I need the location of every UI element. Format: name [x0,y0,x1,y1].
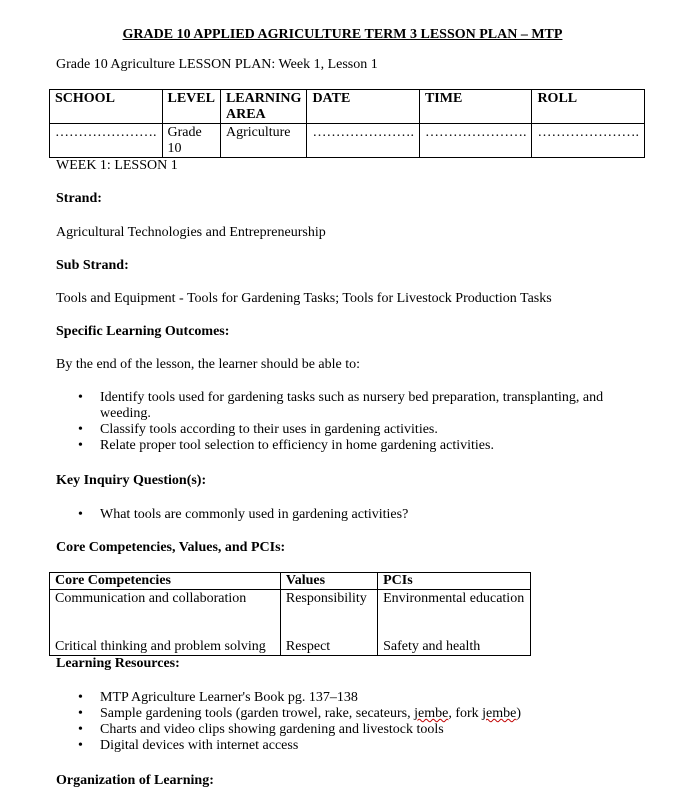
lesson-subtitle: Grade 10 Agriculture LESSON PLAN: Week 1, Lesson 1 [56,57,378,72]
resource-text: ) [516,706,522,721]
outcome-item: • Relate proper tool selection to efficiency in home gardening activities. [56,438,626,454]
lesson-header-table [49,89,645,158]
competencies-table [49,572,531,656]
resources-heading: Learning Resources: [56,656,180,671]
header-school: SCHOOL [50,90,163,124]
level-value: Grade 10 [162,124,220,158]
competencies-header-row [50,573,531,590]
pci-1: Environmental education [383,591,525,606]
value-cell [280,590,377,656]
sub-strand-text: Tools and Equipment - Tools for Gardening Tasks; Tools for Livestock Production Tasks [56,291,552,306]
resource-item: • Charts and video clips showing gardening and livestock tools [56,722,636,738]
resource-item: • Digital devices with internet access [56,738,636,754]
strand-text: Agricultural Technologies and Entrepreneurship [56,225,326,240]
value-2: Respect [285,639,331,654]
spellcheck-word: jembe [414,706,449,721]
competencies-heading: Core Competencies, Values, and PCIs: [56,540,286,555]
roll-value: …………………. [532,124,645,158]
col-pcis: PCIs [378,573,531,590]
header-time: TIME [419,90,532,124]
spellcheck-word: jembe [482,706,517,721]
resources-list [56,690,636,754]
competencies-row [50,590,531,656]
date-value: …………………. [307,124,420,158]
resource-item: • MTP Agriculture Learner's Book pg. 137–138 [56,690,636,706]
col-values: Values [280,573,377,590]
header-roll: ROLL [532,90,645,124]
outcome-item: • Identify tools used for gardening tasks such as nursery bed preparation, transplanting, and weeding. [56,390,626,422]
header-date: DATE [307,90,420,124]
week-lesson-line: WEEK 1: LESSON 1 [56,158,178,173]
pci-cell [378,590,531,656]
sub-strand-heading: Sub Strand: [56,258,129,273]
competency-1: Communication and collaboration [55,591,247,606]
organization-heading: Organization of Learning: [56,773,214,788]
school-value: …………………. [50,124,163,158]
competency-2: Critical thinking and problem solving [55,639,266,654]
strand-heading: Strand: [56,191,102,206]
competency-cell [50,590,281,656]
resource-text: Sample gardening tools (garden trowel, rake, secateurs, [100,706,415,721]
document-title: GRADE 10 APPLIED AGRICULTURE TERM 3 LESSON PLAN – MTP [122,27,563,42]
inquiry-item: • What tools are commonly used in gardening activities? [56,507,626,523]
time-value: …………………. [419,124,532,158]
inquiry-list [56,507,626,523]
outcomes-list [56,390,626,454]
learning-area-value: Agriculture [220,124,306,158]
header-learning-area: LEARNING AREA [220,90,306,124]
header-level: LEVEL [162,90,220,124]
outcomes-heading: Specific Learning Outcomes: [56,324,230,339]
resource-text: , fork [448,706,483,721]
value-1: Responsibility [285,591,367,606]
value-row [50,124,645,158]
outcome-item: • Classify tools according to their uses in gardening activities. [56,422,626,438]
header-row [50,90,645,124]
pci-2: Safety and health [383,639,481,654]
outcomes-intro: By the end of the lesson, the learner should be able to: [56,357,361,372]
col-core-competencies: Core Competencies [50,573,281,590]
inquiry-heading: Key Inquiry Question(s): [56,473,207,488]
resource-item [56,706,636,722]
